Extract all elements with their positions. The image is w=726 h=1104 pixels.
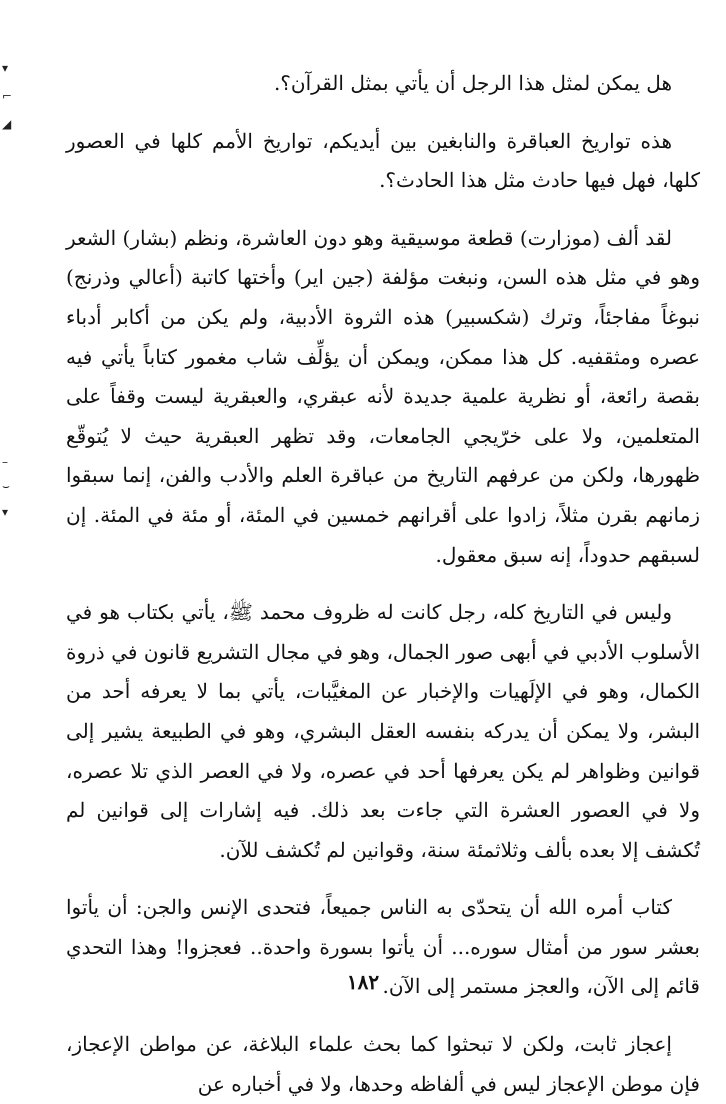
- margin-mark: –: [2, 455, 8, 469]
- margin-mark: ⌐: [2, 89, 13, 103]
- paragraph: لقد ألف (موزارت) قطعة موسيقية وهو دون العاشرة، ونظم (بشار) الشعر وهو في مثل هذه السن، ونبغت مؤلفة (جين اير) وأختها كاتبة (أعالي وذرنج) نبوغاً مفاجئاً، وترك (شكسبير) هذه الثروة الأدبية، ولم يكن من أكابر أدباء عصره ومثقفيه. كل هذا ممكن، ويمكن أن يؤلِّف شاب مغمور كتاباً يأتي فيه بقصة رائعة، أو نظرية علمية جديدة لأنه عبقري، والعبقرية ليست وقفاً على المتعلمين، ولا على خرّيجي الجامعات، وقد تظهر العبقرية حيث لا يُتوقّع ظهورها، ولكن من عرفهم التاريخ من عباقرة العلم والأدب والفن، إنما سبقوا زمانهم بقرن مثلاً، زادوا على أقرانهم خمسين في المئة، أو مئة في المئة. إن لسبقهم حدوداً، إنه سبق معقول.: [66, 225, 701, 567]
- paragraph: هل يمكن لمثل هذا الرجل أن يأتي بمثل القرآن؟.: [273, 71, 672, 95]
- paragraph: إعجاز ثابت، ولكن لا تبحثوا كما بحث علماء البلاغة، عن مواطن الإعجاز، فإن موطن الإعجاز ليس في ألفاظه وحدها، ولا في أخباره عن: [66, 1032, 700, 1096]
- page-number: ١٨٢: [346, 970, 380, 994]
- paragraph: هذه تواريخ العباقرة والنابغين بين أيديكم، تواريخ الأمم كلها في العصور كلها، فهل فيها حادث مثل هذا الحادث؟.: [66, 128, 700, 193]
- paragraph: وليس في التاريخ كله، رجل كانت له ظروف محمد ﷺ، يأتي بكتاب هو في الأسلوب الأدبي في أبهى صور الجمال، وهو في مجال التشريع قانون في ذروة الكمال، وهو في الإلَهيات والإخبار عن المغيَّبات، يأتي بما لا يعرفه أحد من البشر، ولا يمكن أن يدركه بنفسه العقل البشري، وهو في الطبيعة يشير إلى قوانين وظواهر لم يكن يعرفها أحد في عصره، ولا في العصر الذي تلا عصره، ولا في العصور العشرة التي جاءت بعد ذلك. فيه إشارات إلى قوانين لم تُكشف إلا بعده بألف وثلاثمئة سنة، وقوانين لم تُكشف للآن.: [66, 600, 700, 862]
- paragraph: كتاب أمره الله أن يتحدّى به الناس جميعاً، فتحدى الإنس والجن: أن يأتوا بعشر سور من أمثال سوره... أن يأتوا بسورة واحدة.. فعجزوا! وهذا التحدي قائم إلى الآن، والعجز مستمر إلى الآن.: [66, 895, 700, 999]
- margin-mark: ▾: [2, 61, 9, 75]
- margin-mark: ◢: [2, 117, 12, 131]
- body-text: [66, 64, 700, 1104]
- margin-mark: ⌣: [2, 479, 10, 493]
- margin-mark: ▾: [2, 505, 9, 519]
